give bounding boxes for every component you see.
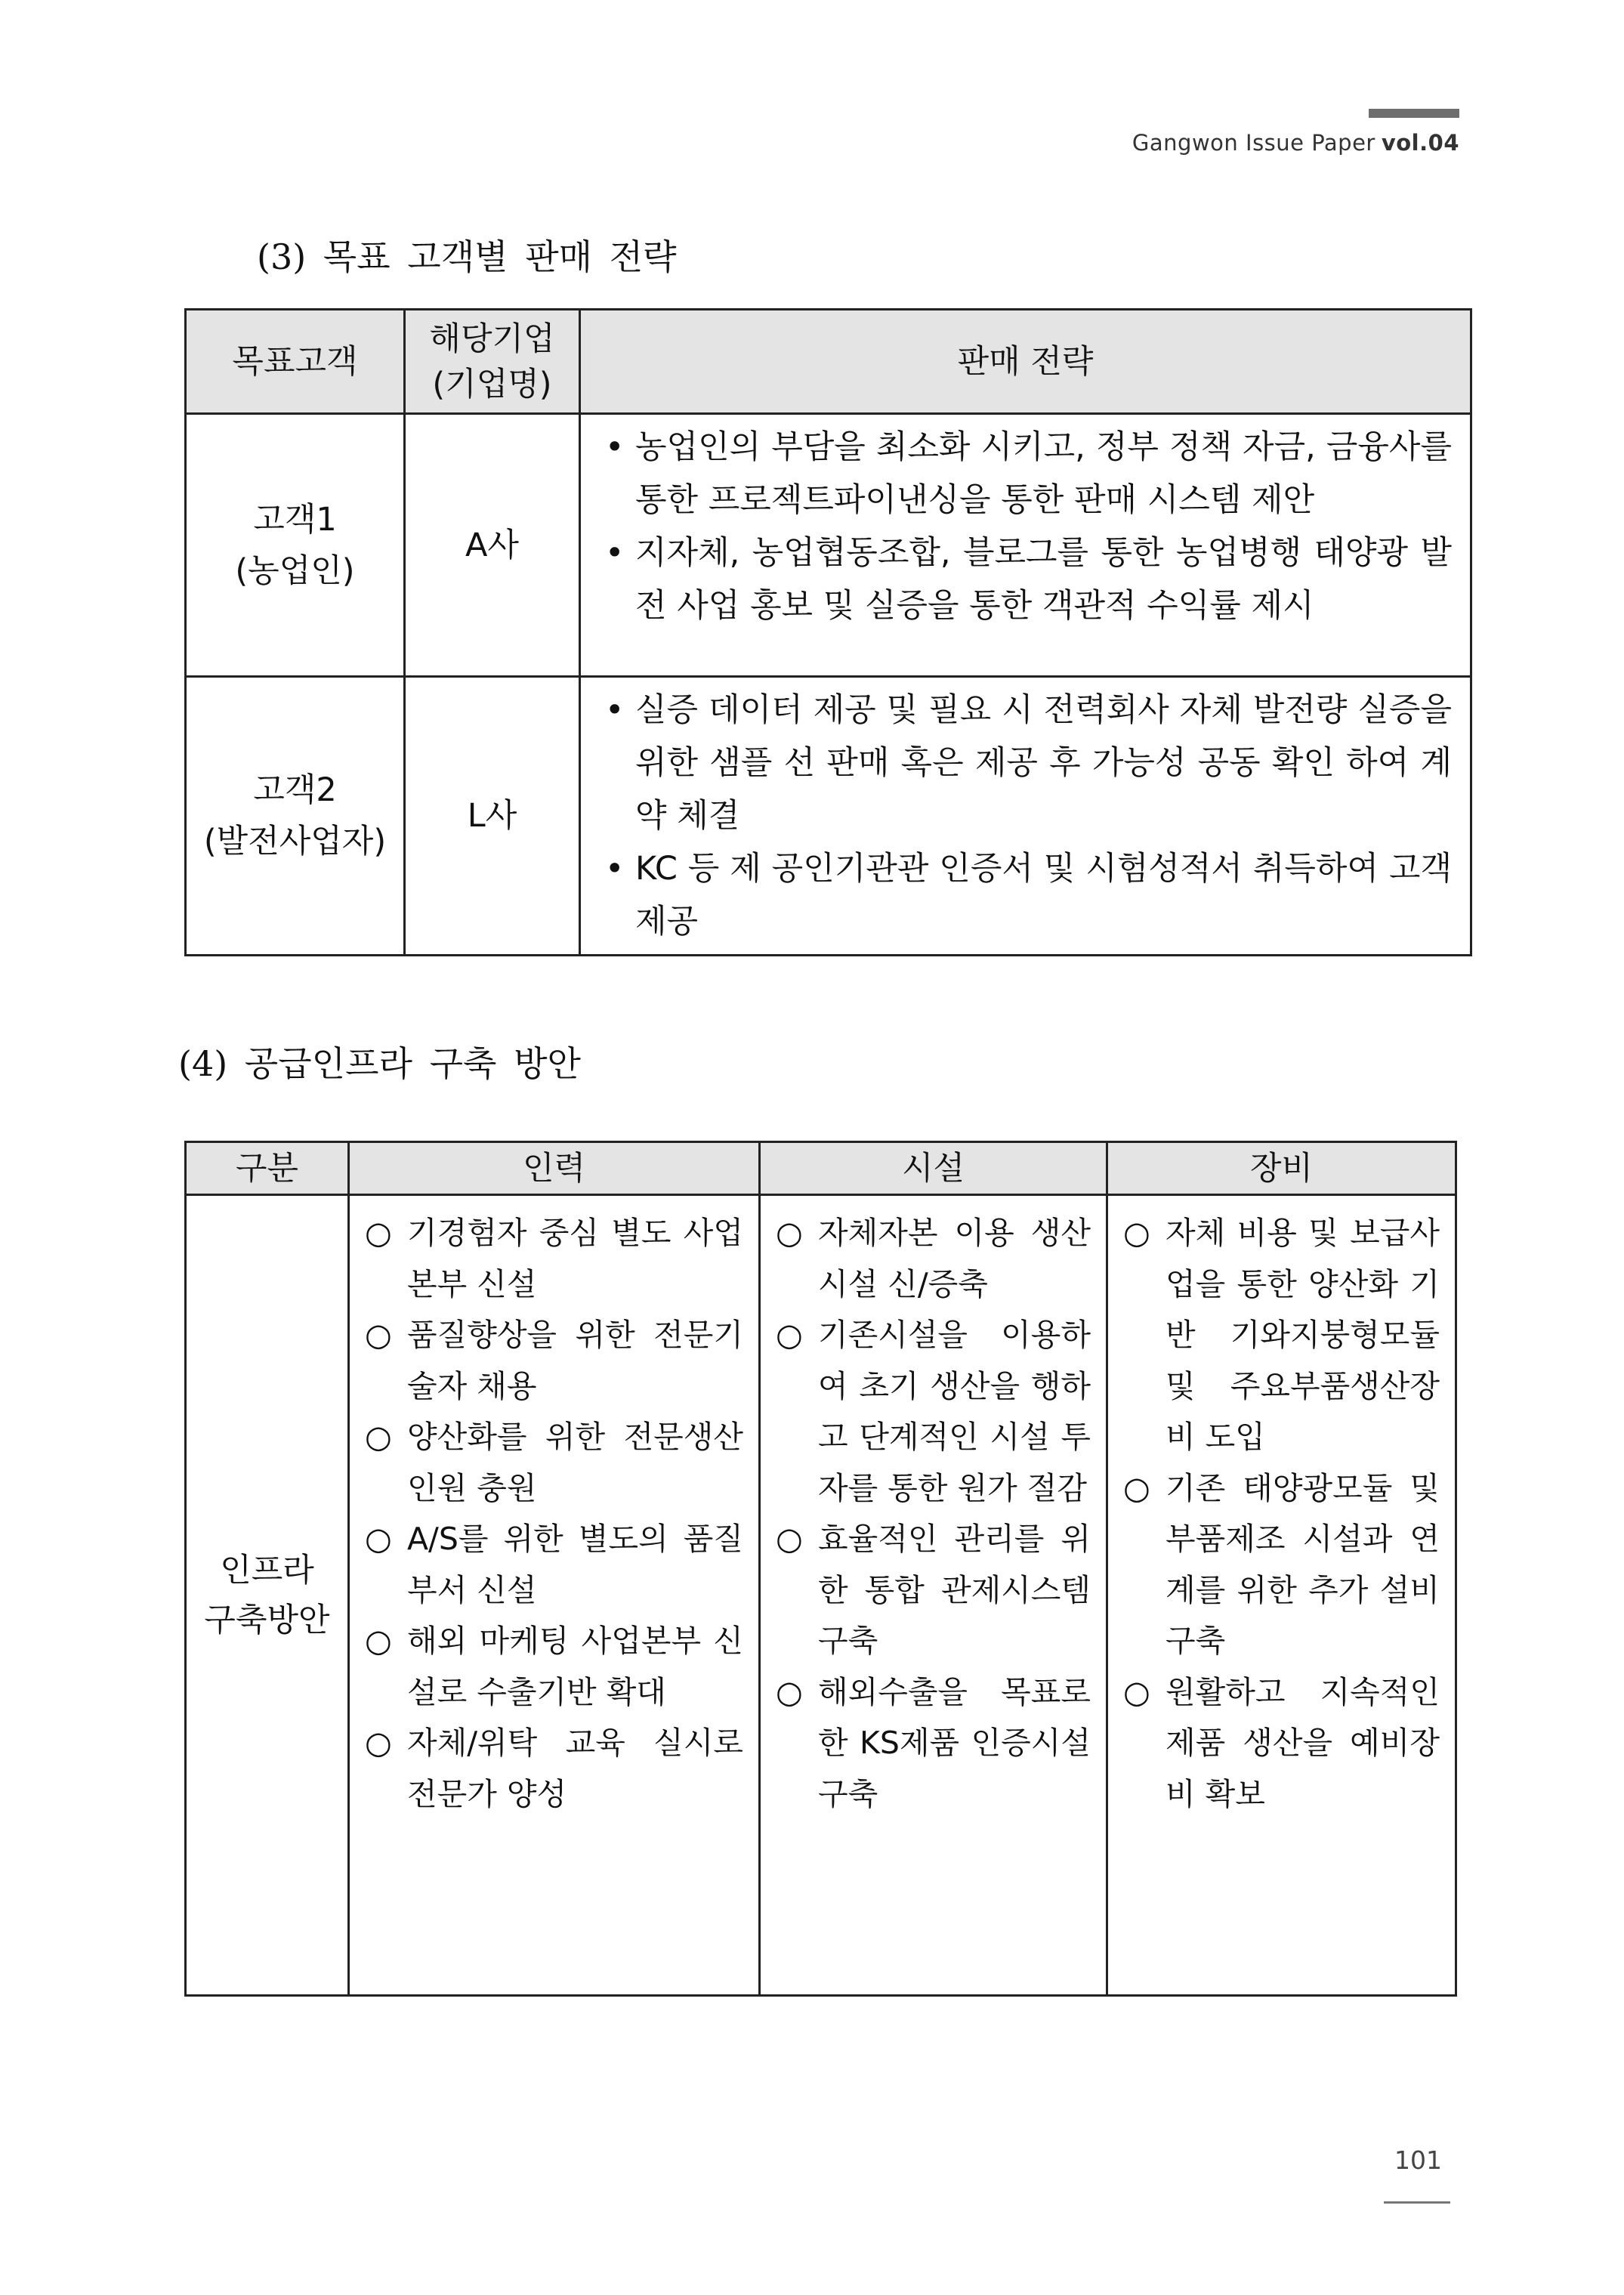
list-item-text: 해외 마케팅 사업본부 신설로 수출기반 확대 [407, 1623, 743, 1710]
row-label-line1: 인프라 [220, 1551, 314, 1589]
circle-bullet-icon: ○ [776, 1673, 803, 1710]
circle-bullet-icon: ○ [365, 1419, 392, 1455]
list-item [365, 1718, 743, 1820]
circle-bullet-icon: ○ [1123, 1673, 1150, 1710]
circle-bullet-icon: ○ [365, 1521, 392, 1557]
strategy-cell [580, 414, 1471, 677]
strategy-list [588, 421, 1452, 632]
list-item [1123, 1208, 1440, 1463]
header-company [405, 310, 580, 414]
strategy-cell [580, 677, 1471, 956]
target-line1: 고객2 [253, 771, 337, 809]
row-label-cell [186, 1195, 349, 1996]
list-item-text: 기존시설을 이용하여 초기 생산을 행하고 단계적인 시설 투자를 통한 원가 절감 [818, 1317, 1091, 1506]
circle-bullet-icon: ○ [776, 1317, 803, 1353]
strategy-list [588, 684, 1452, 948]
circle-bullet-icon: ○ [776, 1521, 803, 1557]
header-manpower: 인력 [349, 1142, 760, 1195]
header-facilities: 시설 [760, 1142, 1107, 1195]
list-item-text: 품질향상을 위한 전문기술자 채용 [407, 1317, 743, 1404]
page-number: 101 [1394, 2145, 1442, 2175]
footer-rule [1384, 2201, 1450, 2204]
circle-bullet-icon: ○ [1123, 1215, 1150, 1251]
manpower-cell [349, 1195, 760, 1996]
header-company-line2: (기업명) [432, 365, 552, 403]
list-item [365, 1310, 743, 1412]
list-item-text: 해외수출을 목표로 한 KS제품 인증시설 구축 [818, 1673, 1091, 1812]
list-item-text: 자체 비용 및 보급사업을 통한 양산화 기반 기와지붕형모듈 및 주요부품생산장비 도입 [1166, 1215, 1440, 1455]
table-row [186, 677, 1471, 956]
list-item: • KC 등 제 공인기관관 인증서 및 시험성적서 취득하여 고객 제공 [588, 842, 1452, 948]
target-customer-cell [186, 414, 405, 677]
header-equipment: 장비 [1107, 1142, 1456, 1195]
company-cell: A사 [405, 414, 580, 677]
circle-bullet-icon: ○ [365, 1317, 392, 1353]
circle-bullet-icon: ○ [776, 1215, 803, 1251]
target-line1: 고객1 [253, 500, 337, 539]
header-accent-bar [1369, 109, 1459, 118]
list-item [776, 1514, 1091, 1667]
list-item [1123, 1667, 1440, 1821]
target-line2: (농업인) [235, 551, 355, 590]
target-customer-cell [186, 677, 405, 956]
supply-infra-table [184, 1141, 1457, 1997]
table-header-row [186, 310, 1471, 414]
list-item-text: 양산화를 위한 전문생산인원 충원 [407, 1419, 743, 1506]
circle-bullet-icon: ○ [365, 1623, 392, 1659]
list-item [365, 1412, 743, 1514]
list-item-text: 효율적인 관리를 위한 통합 관제시스템 구축 [818, 1521, 1091, 1659]
running-header [1132, 130, 1459, 156]
list-item [365, 1616, 743, 1718]
table-header-row [186, 1142, 1456, 1195]
section-4-title: (4) 공급인프라 구축 방안 [178, 1043, 581, 1084]
list-item-text: A/S를 위한 별도의 품질부서 신설 [407, 1521, 743, 1608]
list-item: • 지자체, 농업협동조합, 블로그를 통한 농업병행 태양광 발전 사업 홍보 및 실증을 통한 객관적 수익률 제시 [588, 527, 1452, 632]
list-item [365, 1514, 743, 1616]
list-item-text: 기경험자 중심 별도 사업본부 신설 [407, 1215, 743, 1302]
header-target-customer: 목표고객 [186, 310, 405, 414]
list-item: • 농업인의 부담을 최소화 시키고, 정부 정책 자금, 금융사를 통한 프로젝트파이낸싱을 통한 판매 시스템 제안 [588, 421, 1452, 527]
section-3-title: (3) 목표 고객별 판매 전략 [257, 236, 677, 277]
header-volume: vol.04 [1381, 130, 1459, 156]
list-item [776, 1208, 1091, 1310]
list-item [365, 1208, 743, 1310]
table-row [186, 414, 1471, 677]
facilities-list [761, 1196, 1106, 1820]
header-title: Gangwon Issue Paper [1132, 130, 1375, 156]
circle-bullet-icon: ○ [1123, 1469, 1150, 1506]
header-category: 구분 [186, 1142, 349, 1195]
equipment-list [1108, 1196, 1455, 1820]
equipment-cell [1107, 1195, 1456, 1996]
list-item-text: 자체/위탁 교육 실시로 전문가 양성 [407, 1725, 743, 1812]
list-item: • 실증 데이터 제공 및 필요 시 전력회사 자체 발전량 실증을 위한 샘플 선 판매 혹은 제공 후 가능성 공동 확인 하여 계약 체결 [588, 684, 1452, 842]
list-item [1123, 1463, 1440, 1667]
sales-strategy-table [184, 308, 1472, 956]
list-item [776, 1310, 1091, 1514]
circle-bullet-icon: ○ [365, 1215, 392, 1251]
circle-bullet-icon: ○ [365, 1725, 392, 1761]
facilities-cell [760, 1195, 1107, 1996]
company-cell: L사 [405, 677, 580, 956]
target-line2: (발전사업자) [203, 823, 387, 860]
header-company-line1: 해당기업 [429, 320, 555, 358]
list-item-text: 기존 태양광모듈 및 부품제조 시설과 연계를 위한 추가 설비 구축 [1166, 1469, 1440, 1659]
list-item [776, 1667, 1091, 1821]
row-label-line2: 구축방안 [204, 1601, 330, 1639]
manpower-list [350, 1196, 758, 1820]
list-item-text: 원활하고 지속적인 제품 생산을 예비장비 확보 [1166, 1673, 1440, 1812]
header-sales-strategy: 판매 전략 [580, 310, 1471, 414]
list-item-text: 자체자본 이용 생산시설 신/증축 [818, 1215, 1091, 1302]
table-row [186, 1195, 1456, 1996]
